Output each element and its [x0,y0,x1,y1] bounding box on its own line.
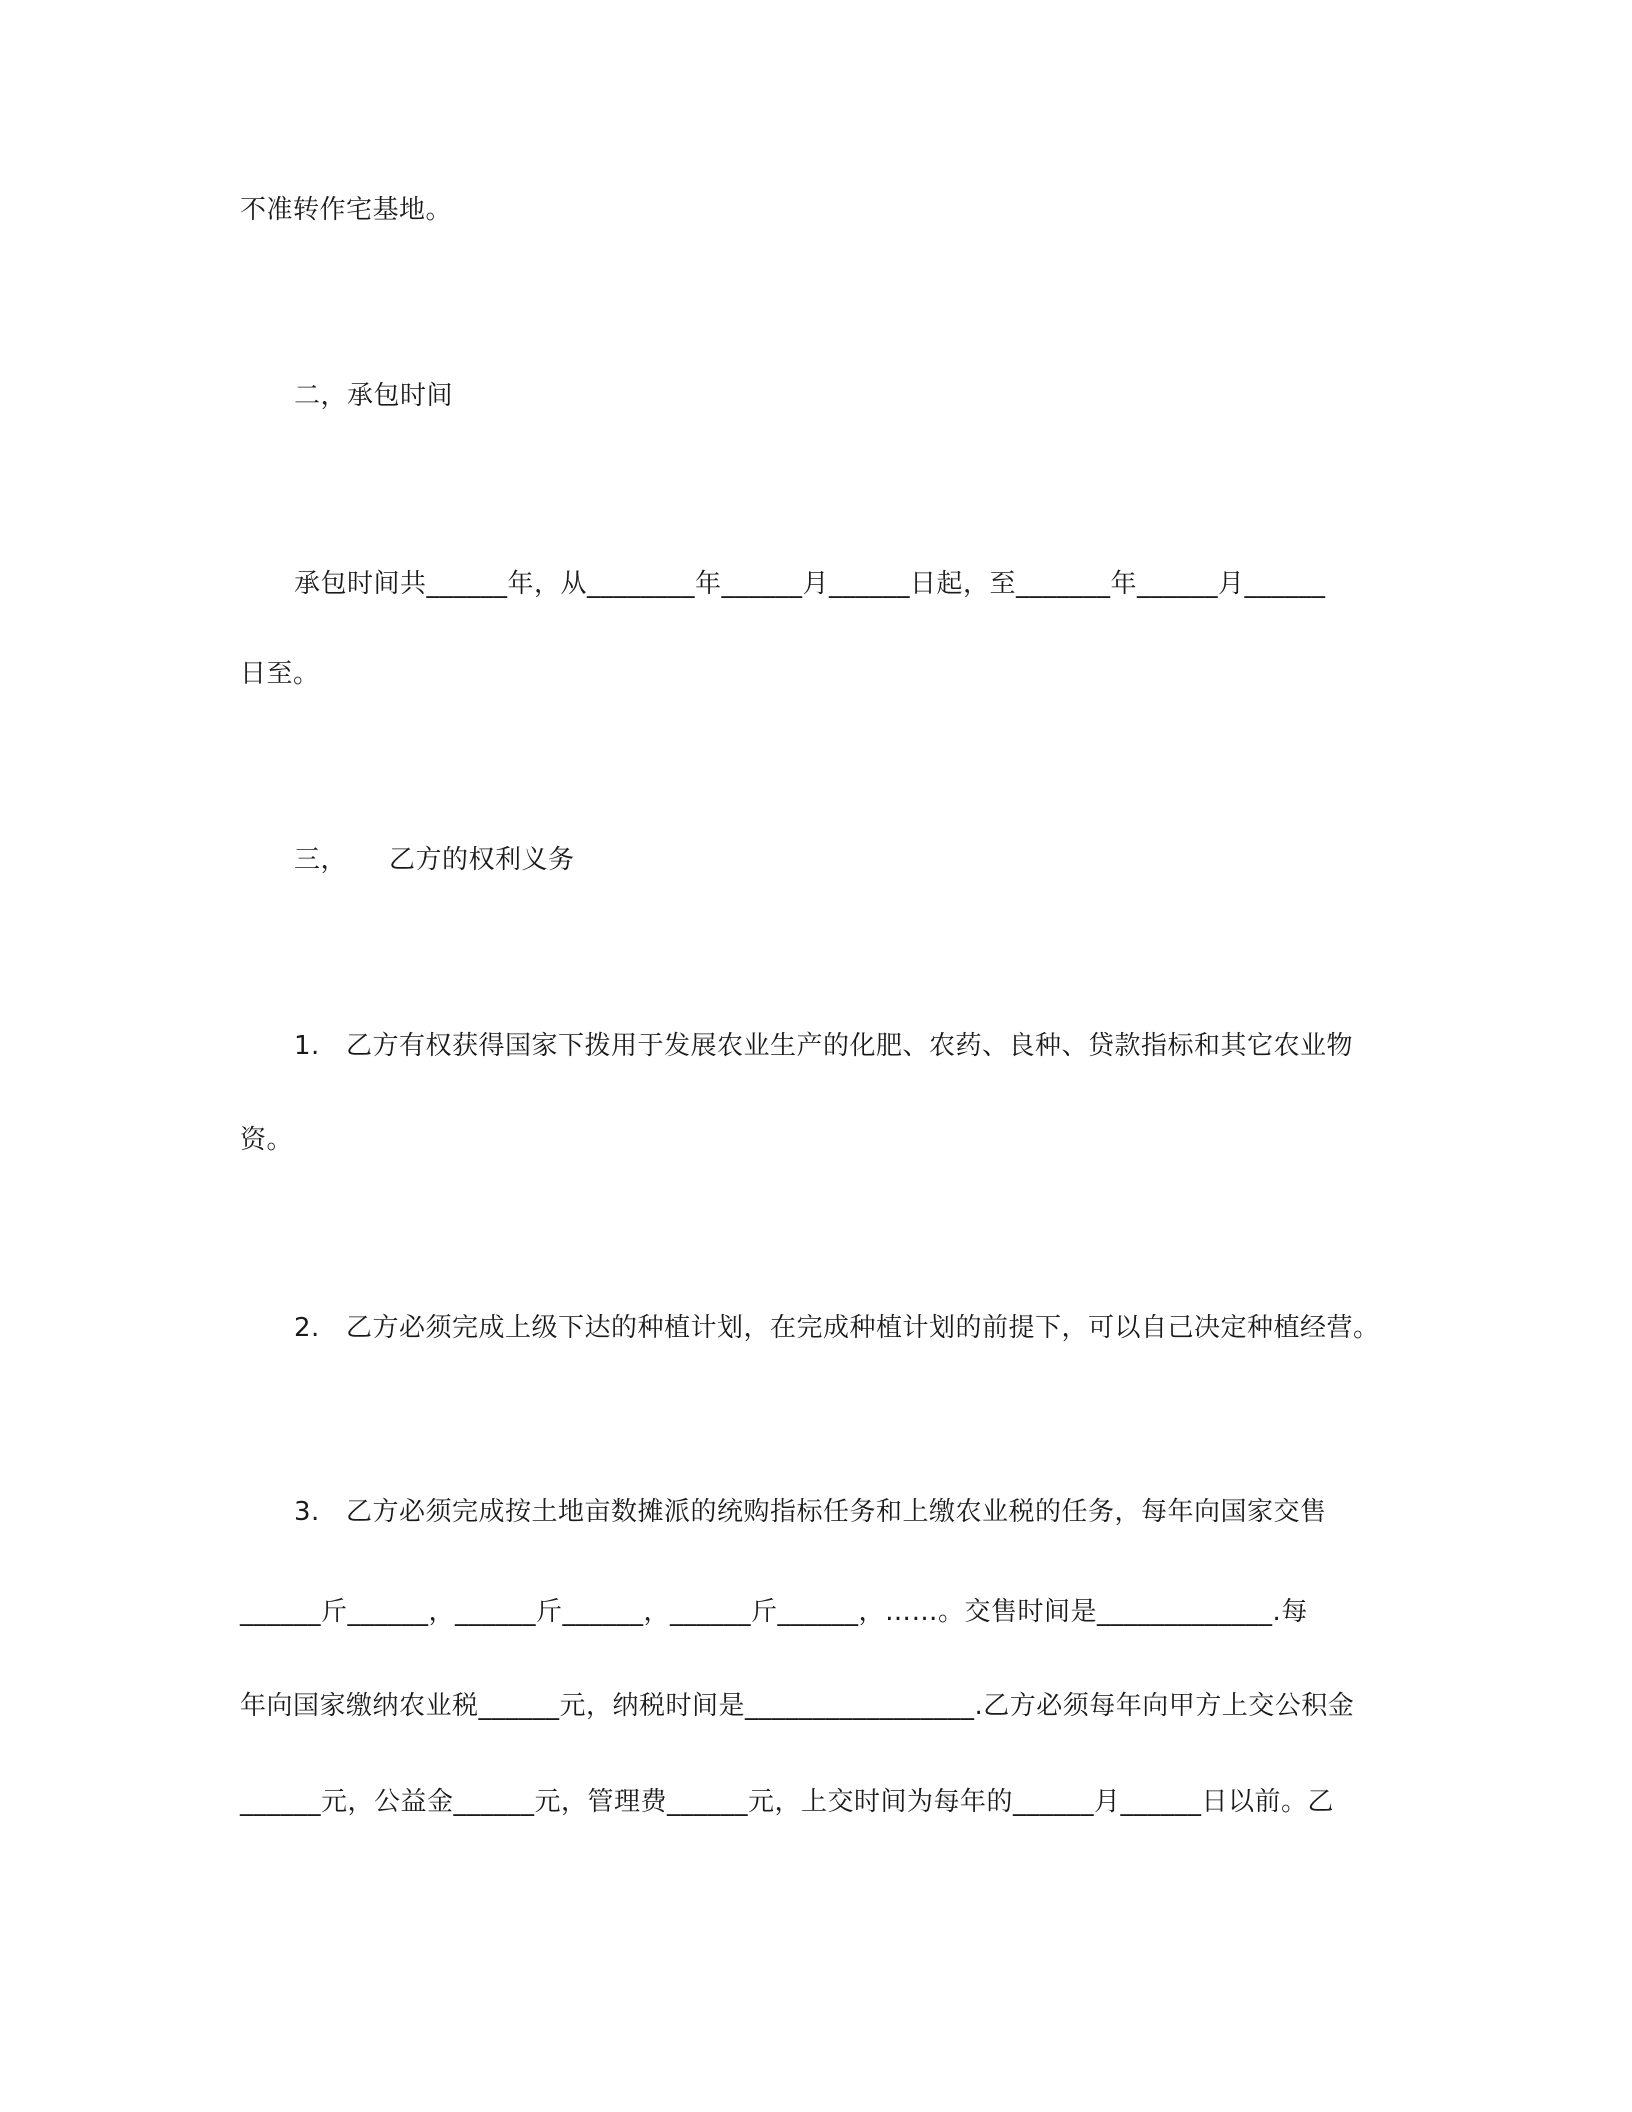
list-item-3-continued: ______斤______，______斤______，______斤______，……。交售时间是_____________.每 [240,1597,1308,1627]
section-heading-contract-term: 二，承包时间 [294,381,454,411]
list-item-number: 1. [294,1031,320,1061]
contract-term-line-continued: 日至。 [240,659,320,689]
section-number: 三， [294,845,348,875]
list-item-3-continued: 年向国家缴纳农业税______元，纳税时间是_________________.乙方必须每年向甲方上交公积金 [240,1691,1355,1721]
list-item-number: 3. [294,1497,320,1527]
contract-term-line: 承包时间共______年，从________年______月______日起，至_______年______月______ [294,569,1326,599]
list-item-1 [294,1028,1353,1064]
list-item-number: 2. [294,1313,320,1343]
list-item-text: 乙方必须完成上级下达的种植计划，在完成种植计划的前提下，可以自己决定种植经营。 [346,1313,1380,1343]
list-item-3-continued: ______元，公益金______元，管理费______元，上交时间为每年的______月______日以前。乙 [240,1787,1335,1817]
list-item-3 [294,1494,1327,1530]
list-item-1-continued: 资。 [240,1125,294,1155]
list-item-2 [294,1310,1380,1346]
section-heading-rights-obligations [294,842,575,878]
list-item-text: 乙方有权获得国家下拨用于发展农业生产的化肥、农药、良种、贷款指标和其它农业物 [346,1031,1354,1061]
paragraph-line: 不准转作宅基地。 [240,195,453,225]
section-title: 乙方的权利义务 [389,845,575,875]
list-item-text: 乙方必须完成按土地亩数摊派的统购指标任务和上缴农业税的任务，每年向国家交售 [346,1497,1327,1527]
